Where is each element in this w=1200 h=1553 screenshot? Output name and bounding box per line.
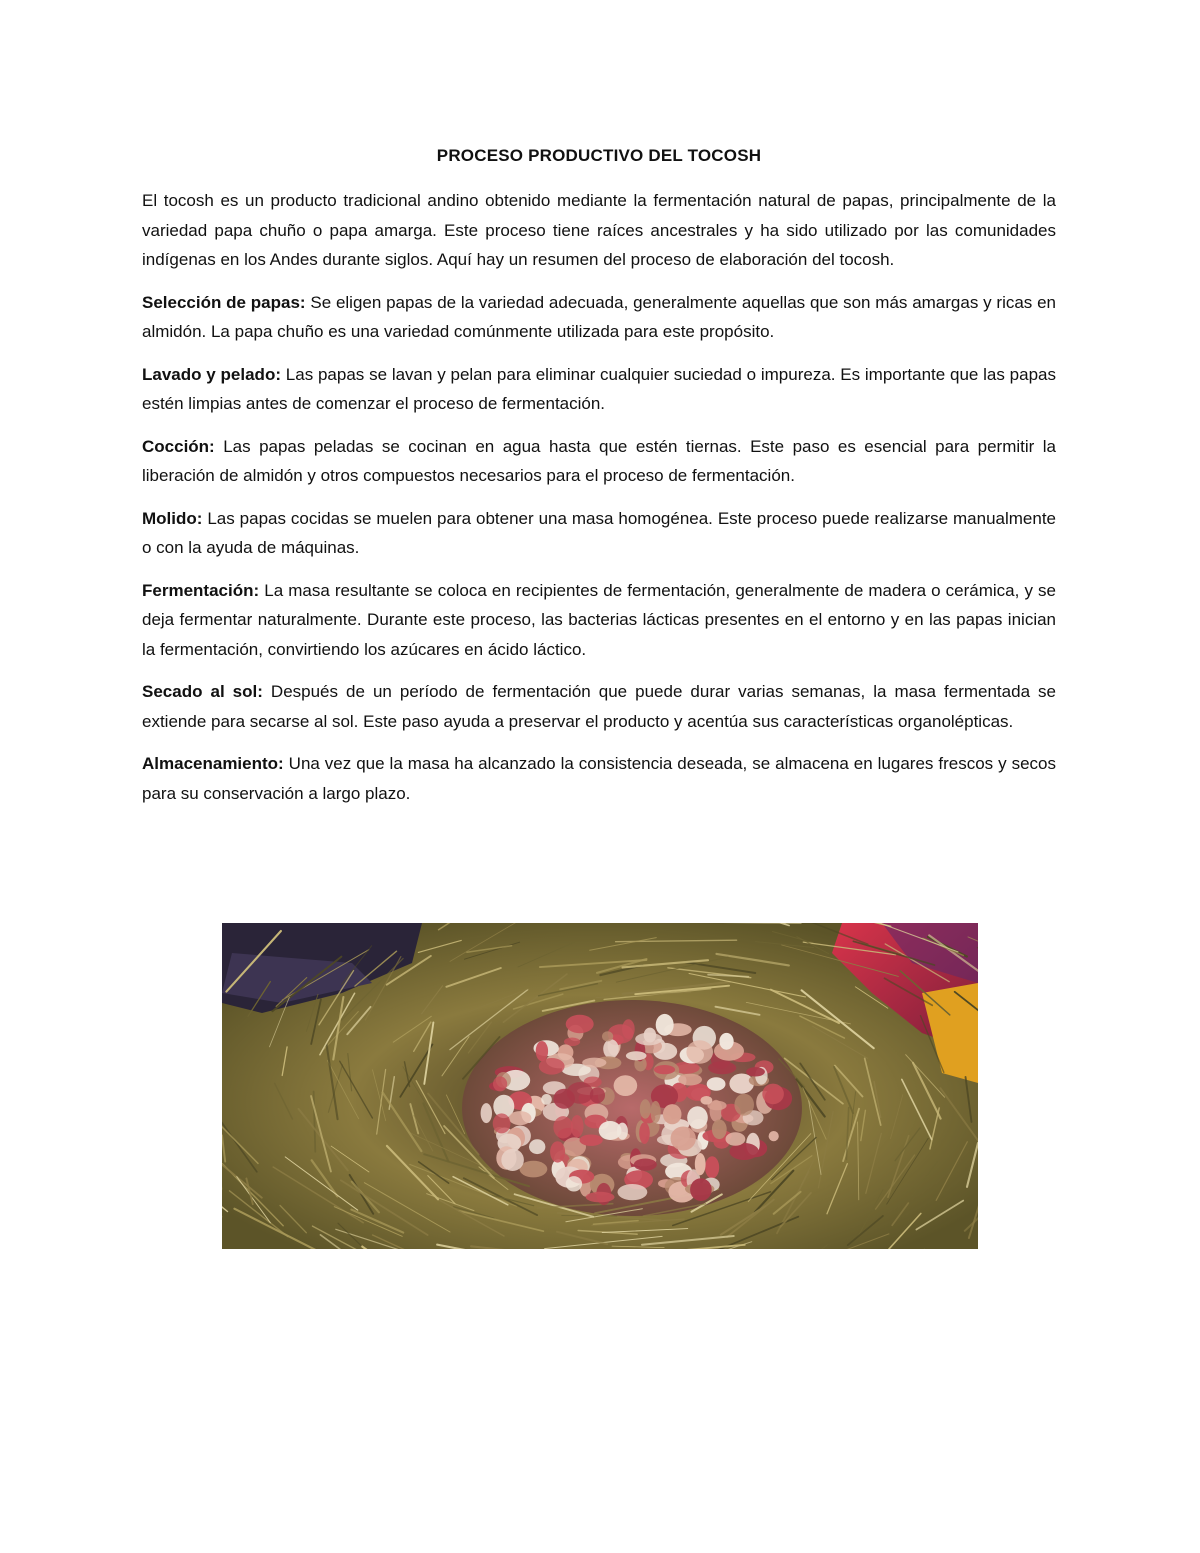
step-paragraph	[142, 288, 1056, 347]
potato-chunk	[726, 1132, 746, 1146]
potato-chunk	[550, 1141, 565, 1162]
step-heading: Fermentación:	[142, 580, 260, 600]
potato-chunk	[634, 1159, 657, 1171]
potato-chunk	[493, 1076, 507, 1091]
potato-chunk	[520, 1161, 548, 1178]
step-text: Una vez que la masa ha alcanzado la consistencia deseada, se almacena en lugares frescos y secos para su conservación a largo plazo.	[142, 754, 1056, 803]
potato-chunk	[651, 1101, 661, 1123]
potato-chunk	[644, 1028, 656, 1043]
potato-chunk	[509, 1111, 532, 1125]
step-heading: Molido:	[142, 508, 203, 528]
step-text: Se eligen papas de la variedad adecuada, generalmente aquellas que son más amargas y ricas en almidón. La papa chuño es una variedad comúnmente utilizada para este propósito.	[142, 292, 1056, 341]
potato-chunk	[663, 1104, 682, 1124]
potato-chunk	[690, 1178, 712, 1201]
potato-chunk	[614, 1075, 638, 1096]
potato-chunk	[599, 1121, 622, 1140]
step-heading: Secado al sol:	[142, 682, 263, 701]
potato-chunk	[626, 1051, 647, 1060]
potato-chunk	[712, 1120, 727, 1140]
step-heading: Selección de papas:	[142, 292, 306, 312]
step-heading: Cocción:	[142, 436, 215, 456]
potato-chunk	[603, 1039, 619, 1058]
step-paragraph	[142, 677, 1056, 736]
step-heading: Almacenamiento:	[142, 754, 284, 773]
potato-chunk	[687, 1106, 708, 1129]
document-title: PROCESO PRODUCTIVO DEL TOCOSH	[436, 146, 762, 165]
potato-chunk	[671, 1127, 696, 1151]
potato-chunk	[566, 1015, 594, 1033]
step-text: La masa resultante se coloca en recipientes de fermentación, generalmente de madera o cerámica, y se deja fermentar naturalmente. Durante este proceso, las bacterias lácticas presentes en el entorno y en las papas inician la fermentación, convirtiendo los azúcares en ácido láctico.	[142, 580, 1056, 659]
potato-chunk	[701, 1096, 713, 1105]
step-text: Las papas cocidas se muelen para obtener una masa homogénea. Este proceso puede realizarse manualmente o con la ayuda de máquinas.	[142, 508, 1056, 557]
potato-chunk	[571, 1115, 584, 1137]
potato-chunk	[686, 1040, 713, 1064]
potato-chunk	[734, 1094, 754, 1116]
potato-chunk	[678, 1074, 702, 1086]
potato-chunk	[707, 1077, 726, 1091]
step-paragraph	[142, 432, 1056, 491]
step-paragraph	[142, 749, 1056, 808]
step-text: Las papas se lavan y pelan para eliminar cualquier suciedad o impureza. Es importante que las papas estén limpias antes de comenzar el proceso de fermentación.	[142, 364, 1056, 413]
potato-chunk	[501, 1149, 524, 1171]
potato-chunk	[493, 1113, 511, 1133]
document-body	[142, 142, 1056, 821]
potato-chunk	[580, 1135, 603, 1146]
step-text: Después de un período de fermentación que puede durar varias semanas, la masa fermentada se extiende para secarse al sol. Este paso ayuda a preservar el producto y acentúa sus características organolépticas.	[142, 682, 1056, 731]
potato-chunk	[705, 1156, 719, 1178]
intro-paragraph: El tocosh es un producto tradicional andino obtenido mediante la fermentación natural de papas, principalmente de la variedad papa chuño o papa amarga. Este proceso tiene raíces ancestrales y ha sido utilizado por las comunidades indígenas en los Andes durante siglos. Aquí hay un resumen del proceso de elaboración del tocosh.	[142, 191, 1056, 269]
step-paragraph	[142, 360, 1056, 419]
step-heading: Lavado y pelado:	[142, 364, 281, 384]
tocosh-photo-illustration	[222, 923, 978, 1249]
potato-chunk	[586, 1192, 615, 1203]
potato-chunk	[695, 1153, 706, 1175]
potato-chunk	[746, 1067, 765, 1076]
potato-chunk	[654, 1065, 675, 1074]
potato-chunk	[640, 1099, 651, 1118]
potato-chunk	[656, 1014, 674, 1036]
step-paragraph	[142, 576, 1056, 665]
potato-chunk	[639, 1122, 650, 1144]
potato-chunk	[529, 1139, 545, 1154]
potato-chunk	[762, 1084, 784, 1105]
potato-chunk	[481, 1103, 492, 1123]
potato-chunk	[567, 1082, 594, 1104]
potato-chunk	[602, 1031, 613, 1041]
potato-chunk	[536, 1041, 548, 1061]
potato-chunk	[582, 1058, 606, 1068]
potato-chunk	[618, 1184, 648, 1200]
potato-chunk	[719, 1033, 733, 1050]
tocosh-photo	[222, 923, 978, 1249]
step-text: Las papas peladas se cocinan en agua hasta que estén tiernas. Este paso es esencial para permitir la liberación de almidón y otros compuestos necesarios para el proceso de fermentación.	[142, 436, 1056, 485]
potato-chunk	[553, 1116, 573, 1138]
potato-chunk	[541, 1094, 552, 1105]
step-paragraph	[142, 504, 1056, 563]
potato-chunk	[729, 1074, 754, 1094]
potato-chunk	[769, 1131, 779, 1141]
potato-chunk	[566, 1176, 582, 1191]
